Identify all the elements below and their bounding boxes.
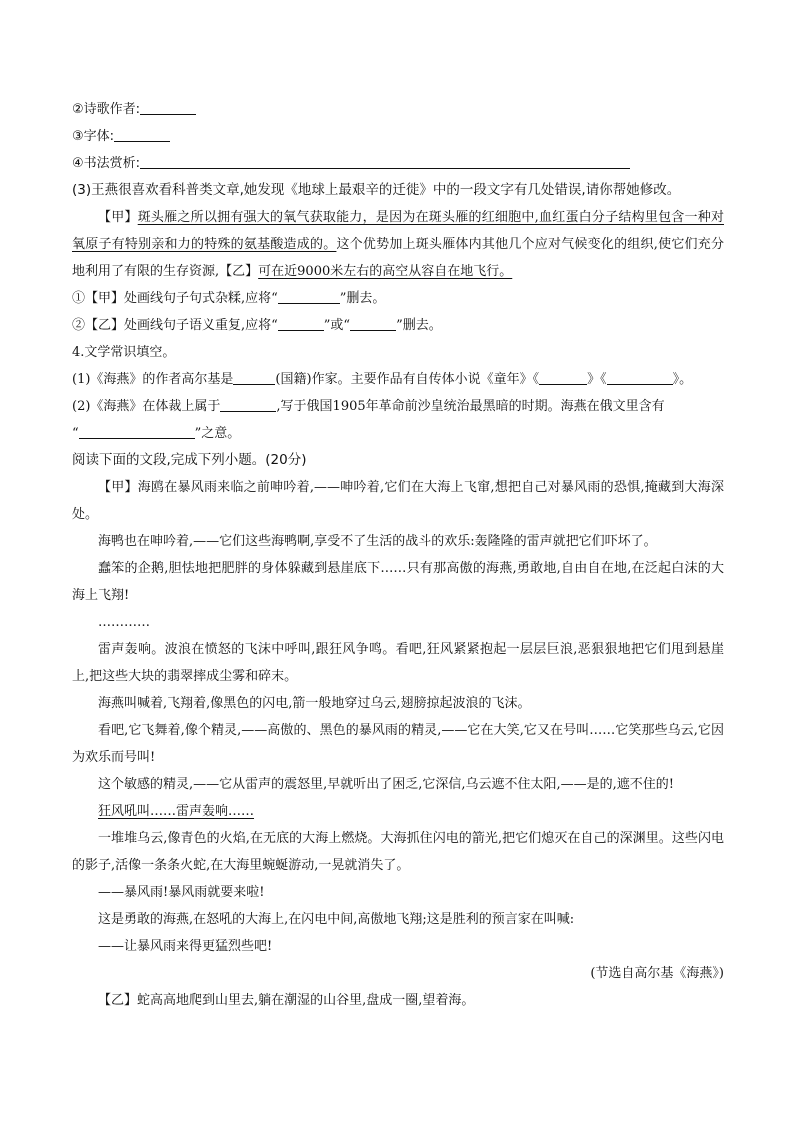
work-blank-2[interactable] bbox=[607, 369, 673, 385]
q4-item1-a: (1)《海燕》的作者高尔基是 bbox=[72, 372, 234, 387]
reading-p12: ——让暴风雨来得更猛烈些吧! bbox=[98, 939, 273, 954]
q3-appreciation-line bbox=[72, 150, 724, 177]
yi-underlined-sentence: 可在近9000米左右的高空从容自在地飞行。 bbox=[258, 264, 513, 279]
fix-yi-suffix: ”删去。 bbox=[396, 318, 442, 333]
q4-item2 bbox=[72, 393, 724, 447]
font-blank[interactable] bbox=[114, 126, 170, 142]
q4-title: 4.文学常识填空。 bbox=[72, 345, 176, 360]
reading-p2: 海鸭也在呻吟着,——它们这些海鸭啊,享受不了生活的战斗的欢乐:轰隆隆的雷声就把它们吓坏了。 bbox=[98, 534, 657, 549]
appreciation-label: ④书法赏析: bbox=[72, 156, 141, 171]
reading-source: (节选自高尔基《海燕》) bbox=[590, 966, 724, 981]
q3-prompt: (3)王燕很喜欢看科普类文章,她发现《地球上最艰辛的迁徙》中的一段文字有几处错误,请你帮她修改。 bbox=[72, 182, 681, 198]
reading-p8 bbox=[72, 798, 724, 825]
fix-yi-prefix: ②【乙】处画线句子语义重复,应将“ bbox=[72, 318, 278, 333]
fix-jia-blank[interactable] bbox=[278, 288, 340, 304]
passage-middle: 这个优势加上斑头雁体内其他几个应对气候变化的组织,使它们充分地利用了有限的生存资源, bbox=[72, 237, 724, 279]
reading-jia-p1 bbox=[72, 474, 724, 528]
author-blank[interactable] bbox=[140, 99, 196, 115]
reading-p7: 这个敏感的精灵,——它从雷声的震怒里,早就听出了困乏,它深信,乌云遮不住太阳,——是的,遮不住的! bbox=[98, 777, 675, 792]
reading-p10: ——暴风雨!暴风雨就要来啦! bbox=[98, 885, 265, 900]
fix-yi-or: ”或“ bbox=[323, 318, 351, 333]
reading-yi-tag: 【乙】 bbox=[98, 993, 138, 1008]
genre-blank[interactable] bbox=[220, 396, 276, 412]
q4-item1-c: 》《 bbox=[587, 372, 607, 387]
q4-item2-b: ,写于俄国1905年革命前沙皇统治最黑暗的时期。海燕在俄文里含有 bbox=[276, 399, 665, 414]
q3-fix-jia bbox=[72, 285, 724, 312]
fix-jia-suffix: ”删去。 bbox=[339, 291, 386, 306]
reading-p5: 海燕叫喊着,飞翔着,像黑色的闪电,箭一般地穿过乌云,翅膀掠起波浪的飞沫。 bbox=[98, 696, 531, 711]
jia-underlined-sentence: 斑头雁之所以拥有强大的氧气获取能力，是因为在斑头雁的红细胞中,血红蛋白分子结构里包含一种对氧原子有特别亲和力的特殊的氨基酸造成的。 bbox=[72, 210, 724, 252]
yi-tag: 【乙】 bbox=[219, 264, 259, 279]
document-page bbox=[72, 96, 724, 1014]
reading-ellipsis: ………… bbox=[98, 615, 150, 630]
reading-p1-text: 海鸥在暴风雨来临之前呻吟着,——呻吟着,它们在大海上飞窜,想把自己对暴风雨的恐惧,掩藏到大海深处。 bbox=[72, 480, 724, 522]
q3-passage bbox=[72, 204, 724, 285]
q3-font-line bbox=[72, 123, 724, 150]
q3-fix-yi bbox=[72, 312, 724, 339]
appreciation-blank[interactable] bbox=[140, 153, 630, 169]
q4-item2-c: “ bbox=[72, 426, 79, 441]
author-label: ②诗歌作者: bbox=[72, 102, 141, 117]
q4-item2-a: (2)《海燕》在体裁上属于 bbox=[72, 399, 221, 414]
q4-item1-b: (国籍)作家。主要作品有自传体小说《童年》《 bbox=[275, 372, 540, 387]
reading-p11: 这是勇敢的海燕,在怒吼的大海上,在闪电中间,高傲地飞翔;这是胜利的预言家在叫喊: bbox=[98, 912, 575, 927]
reading-p3: 蠢笨的企鹅,胆怯地把肥胖的身体躲藏到悬崖底下……只有那高傲的海燕,勇敢地,自由自在地,在泛起白沫的大海上飞翔! bbox=[72, 561, 724, 603]
meaning-blank[interactable] bbox=[79, 423, 195, 439]
fix-yi-blank-1[interactable] bbox=[278, 315, 324, 331]
reading-yi-p1 bbox=[72, 987, 724, 1014]
fix-jia-prefix: ①【甲】处画线句子句式杂糅,应将“ bbox=[72, 291, 278, 306]
reading-p8-text: 狂风吼叫……雷声轰响…… bbox=[98, 804, 255, 819]
q3-author-line bbox=[72, 96, 724, 123]
jia-tag: 【甲】 bbox=[98, 210, 138, 225]
reading-p4: 雷声轰响。波浪在愤怒的飞沫中呼叫,跟狂风争鸣。看吧,狂风紧紧抱起一层层巨浪,恶狠狠地把它们甩到悬崖上,把这些大块的翡翠摔成尘雾和碎末。 bbox=[72, 642, 724, 684]
q4-item1-d: 》。 bbox=[672, 372, 693, 387]
q4-item1 bbox=[72, 366, 724, 393]
reading-p6: 看吧,它飞舞着,像个精灵,——高傲的、黑色的暴风雨的精灵,——它在大笑,它又在号叫……它笑那些乌云,它因为欢乐而号叫! bbox=[72, 723, 724, 765]
reading-yi-text: 蛇高高地爬到山里去,躺在潮湿的山谷里,盘成一圈,望着海。 bbox=[137, 993, 475, 1008]
nationality-blank[interactable] bbox=[233, 369, 275, 385]
reading-p9: 一堆堆乌云,像青色的火焰,在无底的大海上燃烧。大海抓住闪电的箭光,把它们熄灭在自己的深渊里。这些闪电的影子,活像一条条火蛇,在大海里蜿蜒游动,一晃就消失了。 bbox=[72, 831, 724, 873]
font-label: ③字体: bbox=[72, 129, 115, 144]
work-blank-1[interactable] bbox=[539, 369, 587, 385]
q4-item2-d: ”之意。 bbox=[194, 426, 241, 441]
fix-yi-blank-2[interactable] bbox=[350, 315, 396, 331]
reading-jia-tag: 【甲】 bbox=[98, 480, 138, 495]
reading-intro: 阅读下面的文段,完成下列小题。(20分) bbox=[72, 452, 307, 468]
